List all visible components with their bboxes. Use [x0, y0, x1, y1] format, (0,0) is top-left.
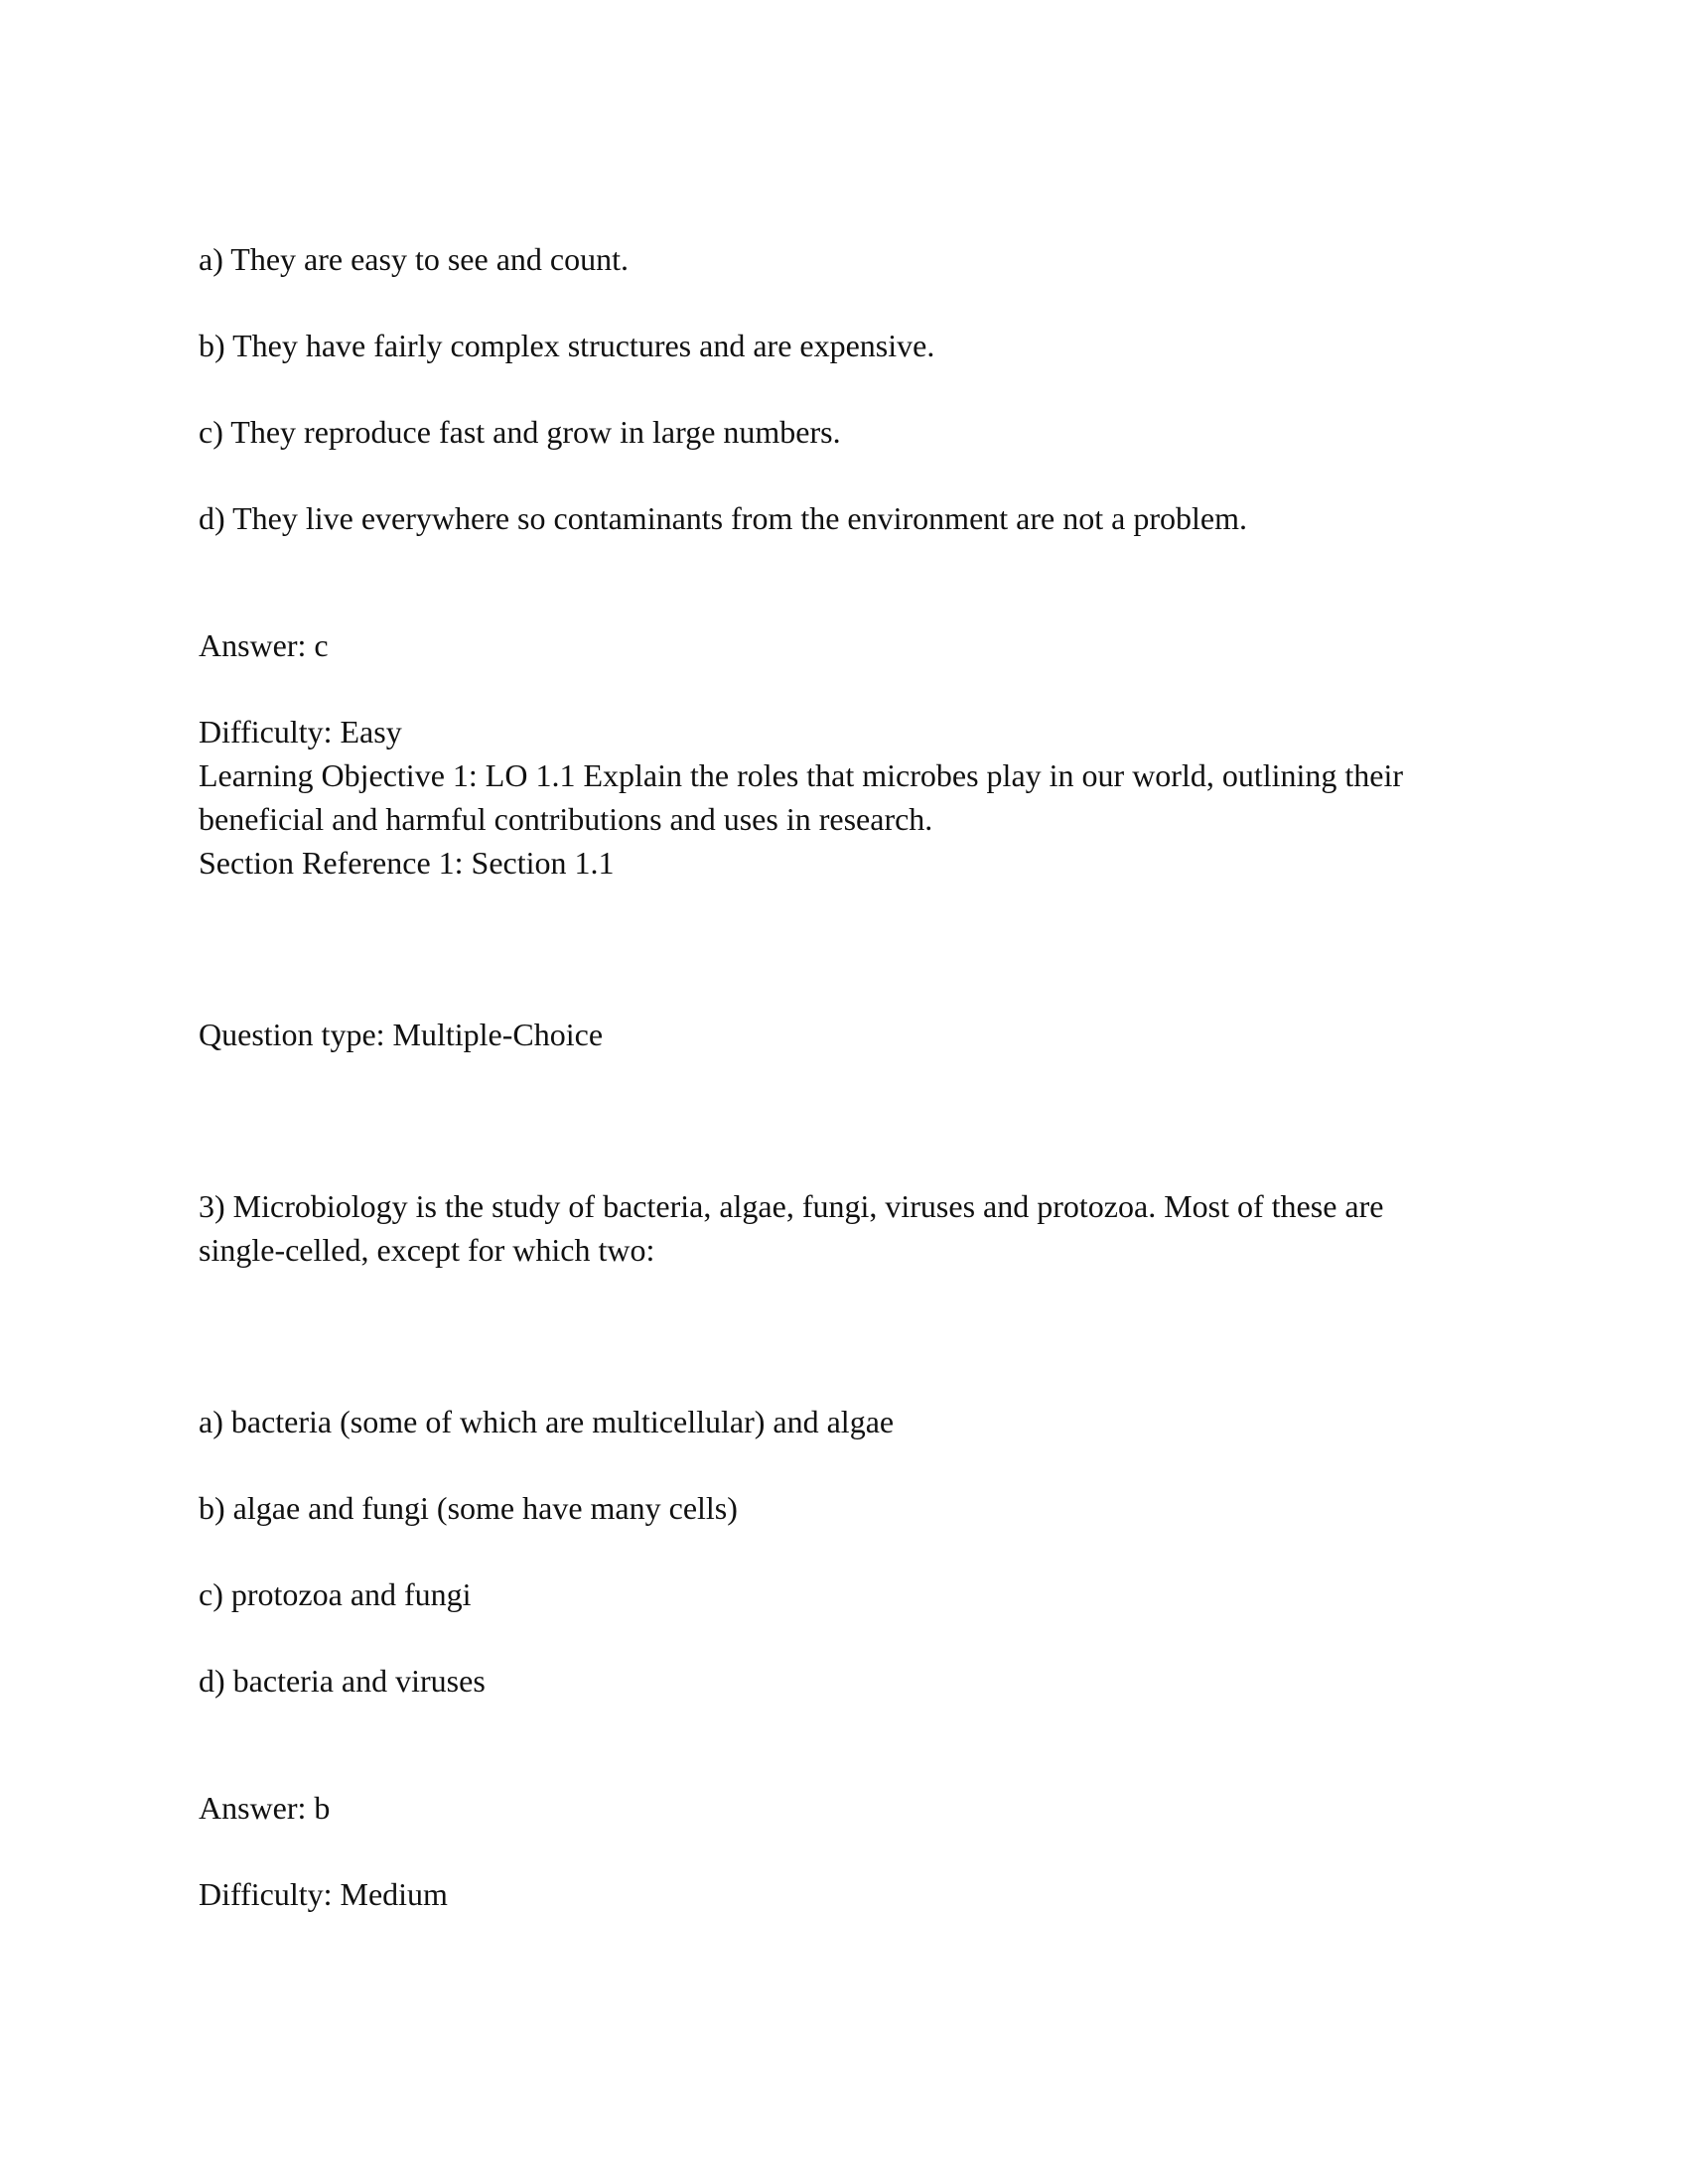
q2-option-a: a) They are easy to see and count. — [199, 241, 629, 277]
q3-option-c: c) protozoa and fungi — [199, 1576, 472, 1612]
q3-option-a: a) bacteria (some of which are multicellular) and algae — [199, 1404, 895, 1439]
q3-question-line2: single-celled, except for which two: — [199, 1232, 655, 1268]
q3-difficulty: Difficulty: Medium — [199, 1876, 448, 1912]
q3-option-b: b) algae and fungi (some have many cells) — [199, 1490, 738, 1526]
q3-option-d: d) bacteria and viruses — [199, 1663, 486, 1699]
q3-question-line1: 3) Microbiology is the study of bacteria, algae, fungi, viruses and protozoa. Most of these are — [199, 1188, 1384, 1224]
q2-learning-objective-line1: Learning Objective 1: LO 1.1 Explain the roles that microbes play in our world, outlining their — [199, 757, 1404, 793]
q3-question-type: Question type: Multiple-Choice — [199, 1017, 604, 1052]
q3-answer: Answer: b — [199, 1790, 331, 1826]
q2-section-reference: Section Reference 1: Section 1.1 — [199, 845, 615, 881]
q2-answer: Answer: c — [199, 627, 329, 663]
q2-difficulty: Difficulty: Easy — [199, 714, 402, 750]
q2-option-b: b) They have fairly complex structures and are expensive. — [199, 328, 935, 363]
q2-learning-objective-line2: beneficial and harmful contributions and uses in research. — [199, 801, 933, 837]
q2-option-c: c) They reproduce fast and grow in large numbers. — [199, 414, 841, 450]
q2-option-d: d) They live everywhere so contaminants from the environment are not a problem. — [199, 500, 1247, 536]
